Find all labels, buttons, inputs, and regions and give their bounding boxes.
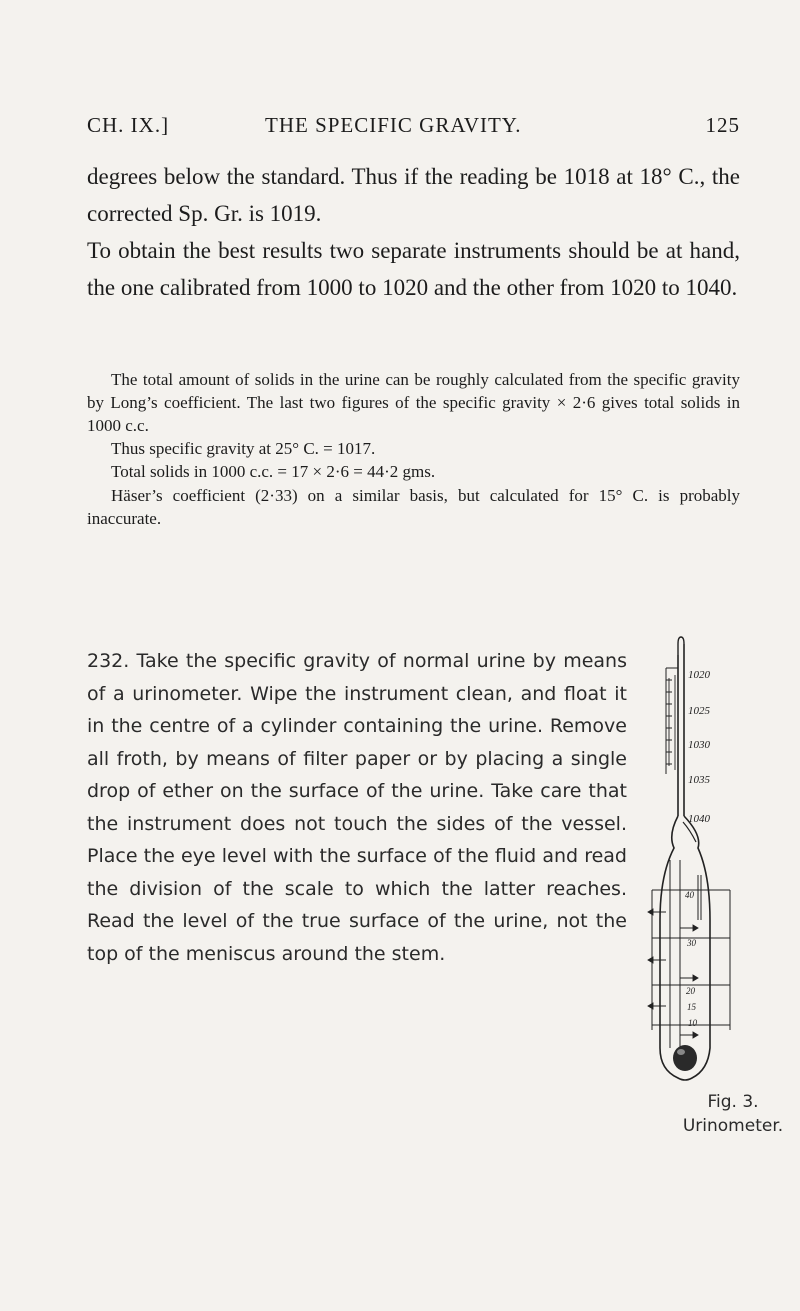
paragraph-longs-coefficient: The total amount of solids in the urine can be roughly calculated from the specific gravity by Long’s coefficient. The last two figures of the specific gravity × 2·6 gives total solids in 1000 c.c. bbox=[87, 370, 740, 435]
paragraph-standard-correction: degrees below the standard. Thus if the reading be 1018 at 18° C., the corrected Sp. Gr. is 1019. bbox=[87, 164, 740, 226]
paragraph-hasers-coefficient: Häser’s coefficient (2·33) on a similar basis, but calculated for 15° C. is probably inaccurate. bbox=[87, 486, 740, 528]
scale-label-1030: 1030 bbox=[688, 739, 710, 751]
scale-label-1035: 1035 bbox=[688, 774, 710, 786]
example-specific-gravity: Thus specific gravity at 25° C. = 1017. bbox=[111, 439, 376, 458]
thermo-label-20: 20 bbox=[686, 986, 695, 996]
figure-title: Urinometer. bbox=[682, 1116, 784, 1136]
running-header bbox=[87, 113, 740, 143]
running-title: THE SPECIFIC GRAVITY. bbox=[265, 113, 522, 137]
paragraph-instruments: To obtain the best results two separate instruments should be at hand, the one calibrated from 1000 to 1020 and the other from 1020 to 1040. bbox=[87, 238, 740, 300]
scale-label-1040: 1040 bbox=[688, 813, 710, 825]
chapter-label: CH. IX.] bbox=[87, 113, 170, 137]
figure-number: Fig. 3. bbox=[707, 1092, 759, 1112]
example-total-solids: Total solids in 1000 c.c. = 17 × 2·6 = 44·2 gms. bbox=[111, 462, 436, 481]
scale-label-1025: 1025 bbox=[688, 705, 710, 717]
thermo-label-10: 10 bbox=[688, 1018, 697, 1028]
procedure-232: 232. Take the specific gravity of normal urine by means of a urinometer. Wipe the instrument clean, and float it in the centre of a cylinder containing the urine. Remove all froth, by means of filter paper or by placing a single drop of ether on the surface of the urine. Take care that the instrument does not touch the sides of the vessel. Place the eye level with the surface of the fluid and read the division of the scale to which the latter reaches. Read the level of the true surface of the urine, not the top of the meniscus around the stem. bbox=[87, 650, 627, 965]
thermo-label-30: 30 bbox=[687, 938, 696, 948]
thermo-label-40: 40 bbox=[685, 890, 694, 900]
thermo-label-15: 15 bbox=[687, 1002, 696, 1012]
page-number: 125 bbox=[705, 113, 740, 137]
scale-label-1020: 1020 bbox=[688, 669, 710, 681]
urinometer-figure bbox=[630, 530, 760, 1086]
figure-caption bbox=[668, 1090, 798, 1138]
